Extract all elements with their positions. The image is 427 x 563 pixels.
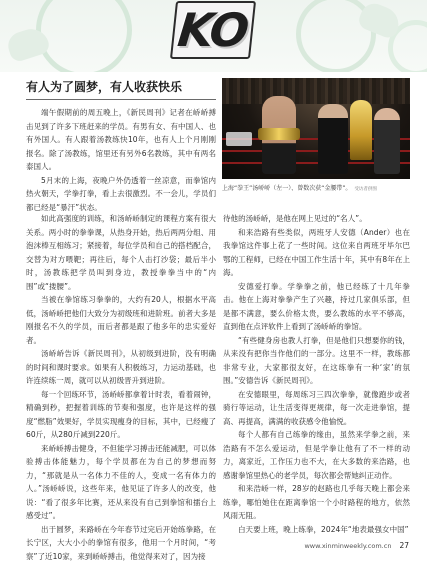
paragraph: 来峤峤搏击健身，不但能学习搏击还能减肥，可以体验搏击体能魅力，每个学员都在为自己的梦想而努力，“那就是从一名体力不佳的人，变成一名有体力的人。”汤峤峤说，这些年来，他见证了许多人的改变，他说：“看了很多年比赛，还从来没有自己到拳馆和擂台上感受过”。 xyxy=(26,442,216,523)
paragraph: 如此高强度的训练，和汤峤峤制定的课程方案有很大关系。两小时的拳拳课，从热身开始，热后两两分组、用泡沫棒互相练习；紧接着，每位学员和自己的搭档配合，交替为对方喂靶；再往后，每个人击打沙袋；最后半小时，汤教练把学员叫到身边，教授拳拳当中的“内围”或“搂腰”。 xyxy=(26,212,216,293)
caption-text: 上海“拳王”汤峤峤（左一）、曾数次获“金腰带”。 xyxy=(222,185,351,192)
paragraph: 出于圆梦，来路峤在今年春节过完后开始练拳路，在长宁区，大大小小的拳馆有很多，他用一个月时间，“考察”了近10家，来到峤峤搏击，他觉得来对了，因为接 xyxy=(26,523,216,563)
presenter-figure xyxy=(374,108,400,174)
page-number: 27 xyxy=(399,541,409,550)
ring-decoration xyxy=(36,0,132,72)
crowd-background xyxy=(222,78,410,104)
fight-photo xyxy=(222,78,410,179)
paragraph: 5月末的上海，夜晚户外仍透着一丝凉意，而拳馆内热火朝天，学拳打拳，看上去很激烈。不一会儿，学员们都已经是“暴汗”状态。 xyxy=(26,174,216,215)
article-text-left-top xyxy=(26,106,216,214)
section-heading: 有人为了圆梦，有人收获快乐 xyxy=(26,78,216,96)
paragraph: 和来浩峤一样，28岁的赵路也几乎每天晚上都会来练拳，哪怕她住在距离拳馆一个小时路程的地方，依然风雨无阻。 xyxy=(223,482,410,523)
photo-caption xyxy=(222,184,410,194)
official-figure xyxy=(318,104,348,174)
footer-url: www.xinminweekly.com.cn xyxy=(304,542,391,550)
article-text-right xyxy=(223,212,410,536)
photo-credit: 受访者供图 xyxy=(354,187,377,192)
page-footer xyxy=(304,541,409,550)
ko-logo xyxy=(149,4,278,56)
article-text-left-bottom xyxy=(26,212,216,563)
paragraph: 当被在拳馆练习拳拳的，大约有20人，根据水平高低，汤峤峤把他们大致分为初级班和进阶班。前者大多是刚报名不久的学员，而后者都是跟了他多年的忠实爱好者。 xyxy=(26,293,216,347)
section-divider xyxy=(26,99,216,100)
header-banner xyxy=(0,0,427,72)
paragraph: 白天要上班，晚上练拳，2024年“地表最强女中国” xyxy=(223,523,410,537)
paragraph: 汤峤峤告诉《新民周刊》，从初级到进阶，没有明确的时间和课时要求。如果有人积极练习，力运动基础，也许连续练一周，就可以从初级晋升到进阶。 xyxy=(26,347,216,388)
paragraph: 每一个回练环节，汤峤峤都拿着计时表，看着闹钟，精确到秒，把握着训练的节奏和强度，也许是这样的强度“燃脂”效果好，学员实现瘦身的目标，其中，已经瘦了60斤，从280斤减到220斤。 xyxy=(26,388,216,442)
trophy xyxy=(350,100,372,160)
paragraph: “有些健身房也教人打拳，但是他们只想要你的钱，从来没有把你当作他们的一部分。这里不一样，教练都非常专业，大家都很友好，在这练拳有一种‘家’的氛围。”安德告诉《新民周刊》。 xyxy=(223,334,410,388)
paragraph: 每个人都有自己练拳的缘由，虽然来学拳之前，来浩路有不怎么爱运动，但是学拳让他有了不一样的动力，离家近，工作压力也不大，在大多数的来浩路，也感谢拳馆里热心的老学员，每次都会帮她纠正动作。 xyxy=(223,428,410,482)
paragraph: 安德爱打拳。学拳拳之前，他已经练了十几年拳击。他在上海对拳拳产生了兴趣，持过几家俱乐部，但是都不满意，要么价格太贵，要么教练的水平不够高，直到他在点评软件上看到了汤峤峤的拳馆。 xyxy=(223,280,410,334)
ko-logo-text: KO xyxy=(170,1,256,59)
paragraph: 待他的汤峤峤，是他在网上见过的“名人”。 xyxy=(223,212,410,226)
paragraph: 在安德眼里，每周练习三四次拳拳，就像跑步或者骑行等运动，让生活变得更规律，每一次走进拳馆，提高、再提高，满满的收获感令他愉悦。 xyxy=(223,388,410,429)
sponsor-logo xyxy=(226,132,252,146)
paragraph: 端午假期前的周五晚上，《新民周刊》记者在峤峤搏击见到了许多下班赶来的学员。有男有女、有中国人、也有外国人。有人跟着汤教练快10年，也有人上个月刚刚报名。除了汤教练，馆里还有另外6名教练，其中有两名泰国人。 xyxy=(26,106,216,174)
championship-belt xyxy=(258,128,300,140)
paragraph: 和来浩路有些类似，两班牙人安德（Ander）也在我拳馆这件事上花了一些时间。这位来自两班牙毕尔巴鄂的工程师，已经在中国工作生活十年，其中有8年在上海。 xyxy=(223,226,410,280)
